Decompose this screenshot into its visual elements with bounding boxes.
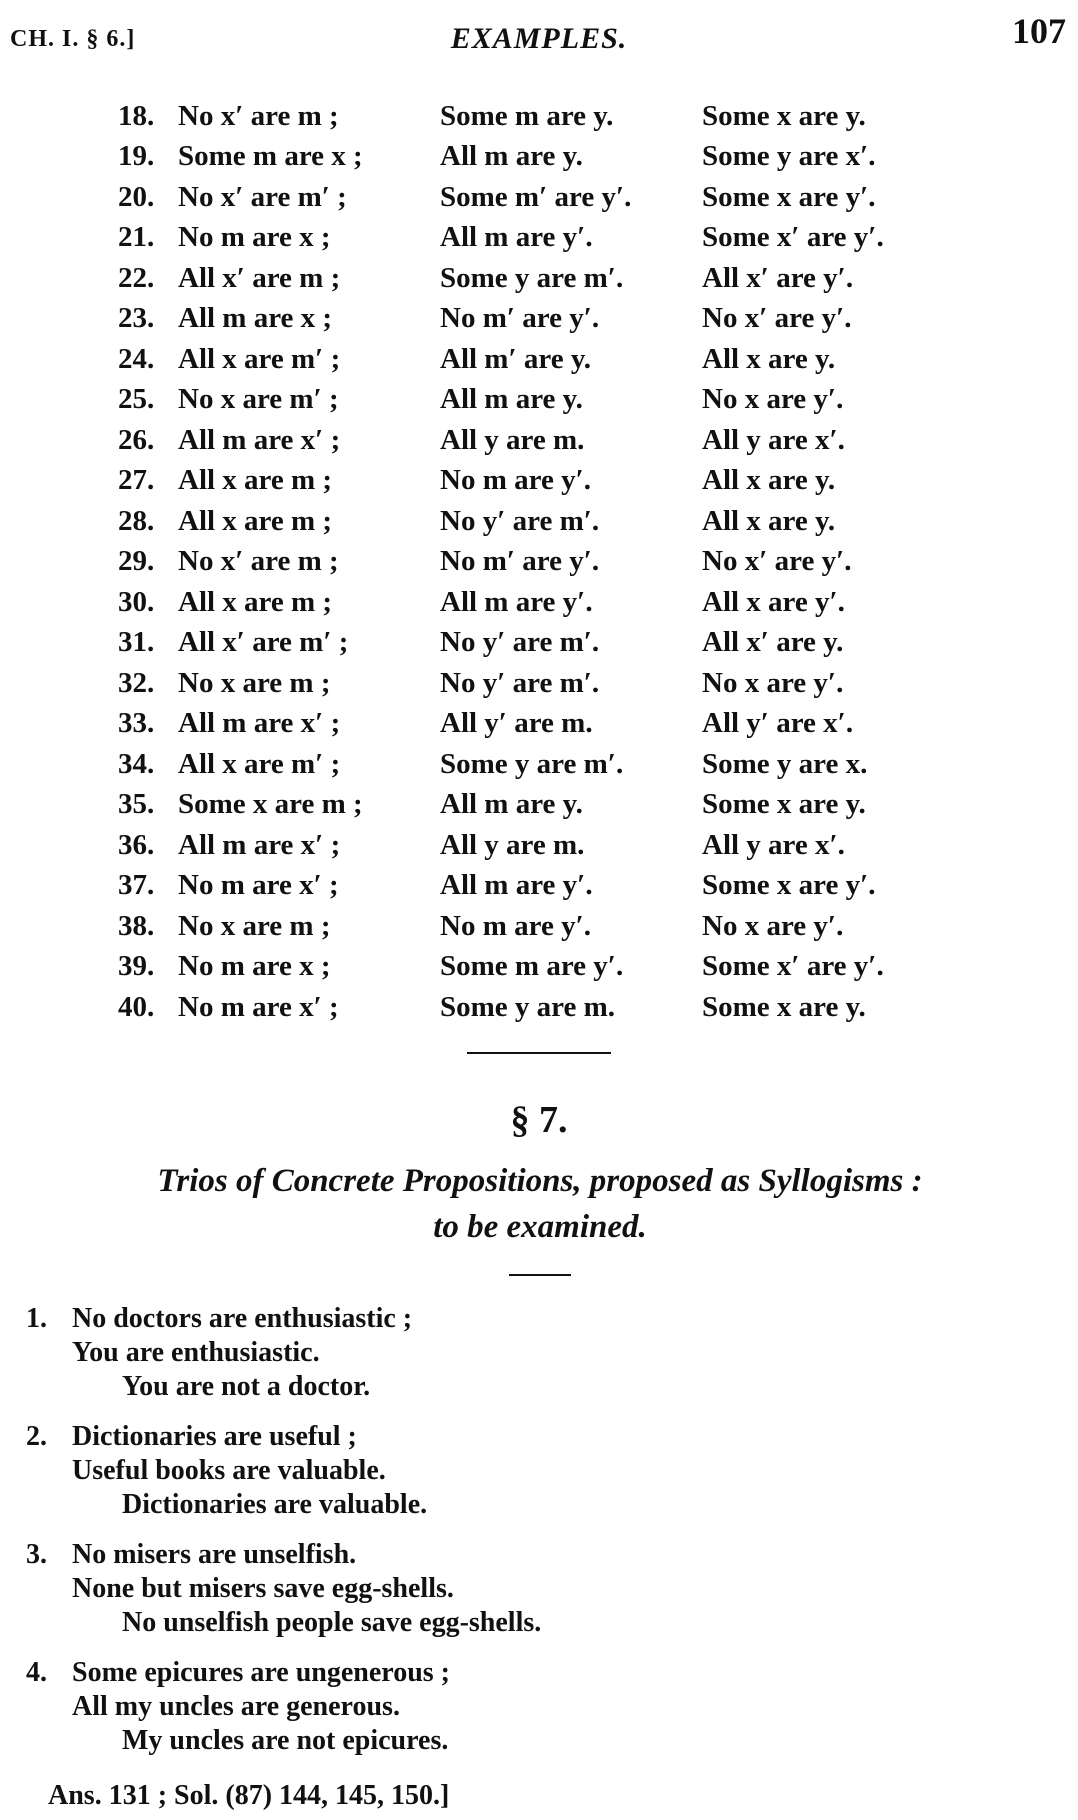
example-row [118, 582, 998, 623]
premise-one: No x are m ; [178, 909, 331, 942]
premise-two: All m are y. [440, 788, 583, 821]
short-divider-rule [509, 1274, 571, 1276]
premise-one: Some m are x ; [178, 140, 363, 173]
syllogism-item [26, 1302, 1026, 1404]
conclusion: Dictionaries are valuable. [122, 1489, 428, 1520]
page-header [0, 12, 1078, 72]
premise-one: All x′ are m ; [178, 261, 341, 294]
premise-one: All x are m ; [178, 464, 333, 497]
divider-rule [467, 1052, 611, 1054]
premise-two: No y′ are m′. [440, 666, 600, 699]
premise-two: None but misers save egg-shells. [72, 1573, 454, 1604]
example-number: 23. [118, 302, 155, 335]
running-title: EXAMPLES. [450, 22, 628, 55]
example-row [118, 947, 998, 988]
example-number: 31. [118, 626, 155, 659]
syllogism-item [26, 1656, 1026, 1758]
section-title-line-1: Trios of Concrete Propositions, proposed as Syllogisms : [157, 1163, 923, 1199]
syllogism-number: 1. [26, 1303, 47, 1334]
conclusion: All x are y′. [702, 585, 845, 618]
premise-two: All m are y. [440, 140, 583, 173]
example-number: 28. [118, 504, 155, 537]
premise-two: No m are y′. [440, 464, 591, 497]
example-row [118, 420, 998, 461]
example-number: 19. [118, 140, 155, 173]
conclusion: No x are y′. [702, 909, 844, 942]
conclusion: All y are x′. [702, 423, 845, 456]
premise-two: Some m are y′. [440, 950, 624, 983]
conclusion: All x are y. [702, 342, 836, 375]
example-number: 26. [118, 423, 155, 456]
conclusion: Some x′ are y′. [702, 950, 884, 983]
example-number: 35. [118, 788, 155, 821]
conclusion: No x are y′. [702, 383, 844, 416]
premise-two: Some y are m′. [440, 747, 624, 780]
premise-one: No x′ are m′ ; [178, 180, 347, 213]
premise-two: Some y are m. [440, 990, 616, 1023]
conclusion: All x′ are y′. [702, 261, 854, 294]
premise-two: Some m′ are y′. [440, 180, 632, 213]
premise-one: No m are x′ ; [178, 869, 339, 902]
example-number: 33. [118, 707, 155, 740]
section-title [40, 1158, 1040, 1250]
chapter-reference: CH. I. § 6.] [10, 26, 136, 52]
example-row [118, 785, 998, 826]
conclusion: All x′ are y. [702, 626, 844, 659]
premise-two: Some y are m′. [440, 261, 624, 294]
example-number: 21. [118, 221, 155, 254]
example-row [118, 380, 998, 421]
syllogism-item [26, 1420, 1026, 1522]
example-number: 32. [118, 666, 155, 699]
conclusion: All y′ are x′. [702, 707, 854, 740]
premise-two: All m are y′. [440, 221, 593, 254]
conclusion: No unselfish people save egg-shells. [122, 1607, 542, 1638]
premise-one: All m are x′ ; [178, 707, 341, 740]
conclusion: My uncles are not epicures. [122, 1725, 449, 1756]
example-number: 20. [118, 180, 155, 213]
conclusion: Some x are y′. [702, 180, 876, 213]
example-number: 24. [118, 342, 155, 375]
example-number: 39. [118, 950, 155, 983]
conclusion: Some x are y. [702, 99, 866, 132]
examples-table [118, 96, 998, 1028]
example-row [118, 825, 998, 866]
premise-one: All m are x′ ; [178, 828, 341, 861]
premise-one: No x′ are m ; [178, 99, 339, 132]
example-row [118, 663, 998, 704]
syllogism-number: 3. [26, 1539, 47, 1570]
example-number: 29. [118, 545, 155, 578]
conclusion: Some x are y. [702, 788, 866, 821]
premise-two: No m′ are y′. [440, 302, 600, 335]
conclusion: All x are y. [702, 464, 836, 497]
premise-two: Some m are y. [440, 99, 614, 132]
premise-one: All x′ are m′ ; [178, 626, 349, 659]
example-row [118, 339, 998, 380]
example-number: 36. [118, 828, 155, 861]
conclusion: All y are x′. [702, 828, 845, 861]
example-row [118, 906, 998, 947]
example-row [118, 461, 998, 502]
premise-two: Useful books are valuable. [72, 1455, 386, 1486]
page-number: 107 [1012, 11, 1066, 51]
premise-two: No m′ are y′. [440, 545, 600, 578]
syllogism-number: 4. [26, 1657, 47, 1688]
premise-one: All m are x′ ; [178, 423, 341, 456]
example-number: 37. [118, 869, 155, 902]
example-number: 40. [118, 990, 155, 1023]
premise-two: No y′ are m′. [440, 626, 600, 659]
premise-two: No y′ are m′. [440, 504, 600, 537]
conclusion: Some x′ are y′. [702, 221, 884, 254]
example-row [118, 218, 998, 259]
example-row [118, 137, 998, 178]
premise-one: No doctors are enthusiastic ; [72, 1303, 413, 1334]
premise-two: All m are y′. [440, 585, 593, 618]
conclusion: You are not a doctor. [122, 1371, 371, 1402]
example-row [118, 704, 998, 745]
premise-one: No x′ are m ; [178, 545, 339, 578]
conclusion: All x are y. [702, 504, 836, 537]
premise-one: No x are m′ ; [178, 383, 339, 416]
premise-one: No m are x ; [178, 221, 331, 254]
premise-two: All m are y. [440, 383, 583, 416]
example-row [118, 177, 998, 218]
syllogism-list [26, 1302, 1026, 1774]
example-row [118, 866, 998, 907]
example-number: 27. [118, 464, 155, 497]
premise-one: All x are m ; [178, 585, 333, 618]
premise-one: All x are m ; [178, 504, 333, 537]
conclusion: Some x are y. [702, 990, 866, 1023]
premise-one: All x are m′ ; [178, 342, 341, 375]
premise-one: All m are x ; [178, 302, 333, 335]
example-row [118, 744, 998, 785]
premise-two: All y′ are m. [440, 707, 593, 740]
example-row [118, 96, 998, 137]
conclusion: Some y are x. [702, 747, 868, 780]
premise-two: No m are y′. [440, 909, 591, 942]
premise-one: No m are x′ ; [178, 990, 339, 1023]
example-row [118, 542, 998, 583]
example-number: 30. [118, 585, 155, 618]
premise-one: Dictionaries are useful ; [72, 1421, 357, 1452]
section-title-line-2: to be examined. [433, 1209, 647, 1245]
premise-one: Some epicures are ungenerous ; [72, 1657, 450, 1688]
syllogism-number: 2. [26, 1421, 47, 1452]
section-heading: § 7. [510, 1099, 568, 1141]
example-number: 22. [118, 261, 155, 294]
example-number: 34. [118, 747, 155, 780]
premise-two: You are enthusiastic. [72, 1337, 320, 1368]
example-row [118, 299, 998, 340]
conclusion: No x are y′. [702, 666, 844, 699]
example-row [118, 987, 998, 1028]
premise-two: All y are m. [440, 423, 585, 456]
example-row [118, 258, 998, 299]
premise-one: No x are m ; [178, 666, 331, 699]
conclusion: Some y are x′. [702, 140, 876, 173]
premise-two: All my uncles are generous. [72, 1691, 400, 1722]
conclusion: Some x are y′. [702, 869, 876, 902]
example-number: 18. [118, 99, 155, 132]
premise-one: No m are x ; [178, 950, 331, 983]
premise-one: All x are m′ ; [178, 747, 341, 780]
premise-one: No misers are unselfish. [72, 1539, 357, 1570]
premise-one: Some x are m ; [178, 788, 363, 821]
syllogism-item [26, 1538, 1026, 1640]
conclusion: No x′ are y′. [702, 302, 852, 335]
conclusion: No x′ are y′. [702, 545, 852, 578]
premise-two: All m′ are y. [440, 342, 591, 375]
example-number: 38. [118, 909, 155, 942]
example-row [118, 501, 998, 542]
premise-two: All y are m. [440, 828, 585, 861]
premise-two: All m are y′. [440, 869, 593, 902]
example-row [118, 623, 998, 664]
example-number: 25. [118, 383, 155, 416]
answer-reference: Ans. 131 ; Sol. (87) 144, 145, 150.] [48, 1780, 450, 1811]
